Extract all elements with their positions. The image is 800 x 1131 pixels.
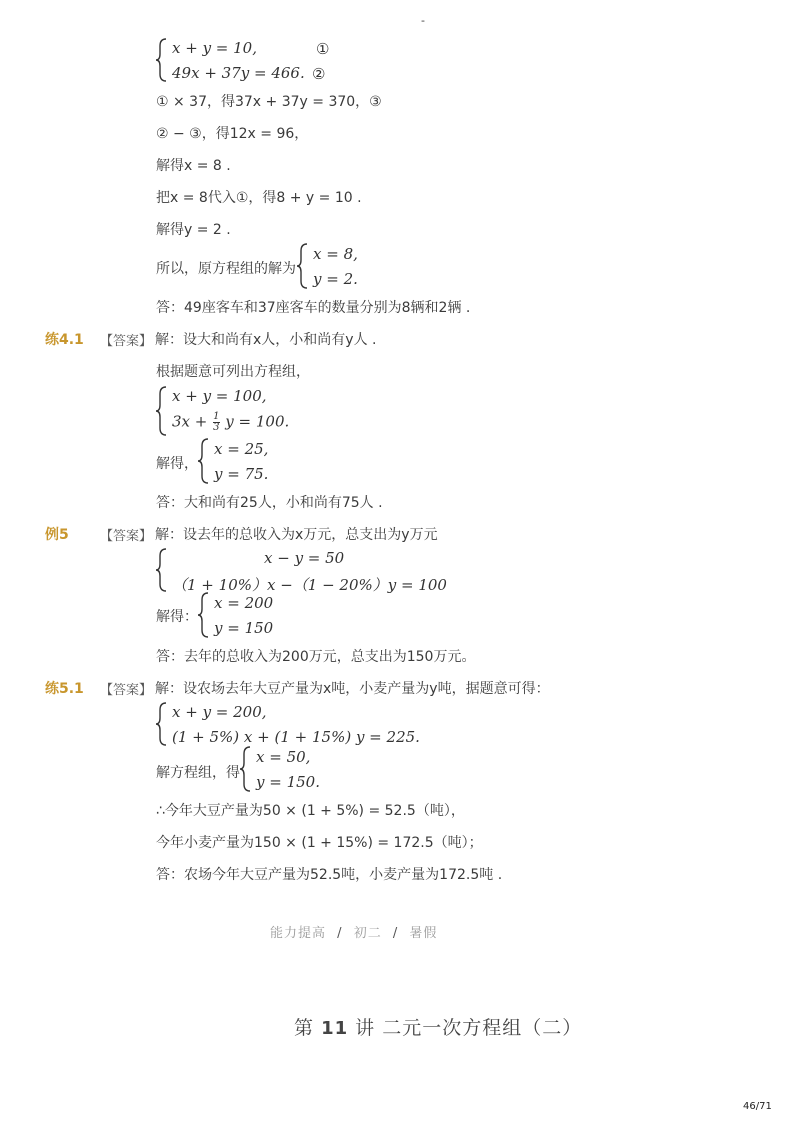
practice-intro: 解：设大和尚有x人，小和尚有y人 . — [155, 332, 377, 348]
answer-tag: 【答案】 — [100, 683, 153, 698]
system-line-2-left: 3x + — [172, 412, 208, 431]
step-multiply: ① × 37，得37x + 37y = 370，③ — [156, 94, 382, 110]
step-solve-x: 解得x = 8 . — [156, 158, 231, 174]
solution-y: y = 150. — [256, 773, 320, 791]
answer-tag: 【答案】 — [100, 334, 153, 349]
system-line-1: x + y = 100, — [172, 387, 267, 405]
answer-4: 答：农场今年大豆产量为52.5吨，小麦产量为172.5吨 . — [156, 867, 503, 883]
solution-y: y = 75. — [214, 465, 269, 483]
practice-setup: 根据题意可列出方程组， — [156, 364, 310, 380]
solution-y: y = 2. — [313, 270, 358, 288]
solution-brace — [297, 243, 307, 289]
solution-brace — [240, 746, 250, 792]
step-subtract: ② − ③，得12x = 96， — [156, 126, 309, 142]
system-brace — [156, 38, 166, 82]
answer-tag: 【答案】 — [100, 529, 153, 544]
answer-3: 答：去年的总收入为200万元，总支出为150万元。 — [156, 649, 476, 665]
equation-mark-2: ② — [312, 65, 326, 83]
solution-prefix: 解得： — [156, 609, 198, 625]
fraction-denominator: 3 — [213, 422, 220, 433]
chapter-suffix: 讲 二元一次方程组（二） — [355, 1017, 583, 1039]
solution-x: x = 25, — [214, 440, 269, 458]
breadcrumb-item: 初二 — [353, 926, 382, 941]
breadcrumb-item: 暑假 — [409, 926, 438, 941]
practice-label: 练5.1 — [45, 681, 84, 697]
system-line-1: x + y = 10, — [172, 39, 257, 57]
solution-brace — [198, 592, 208, 638]
system-brace — [156, 548, 166, 592]
practice-label: 练4.1 — [45, 332, 84, 348]
example-label: 例5 — [45, 527, 69, 543]
chapter-title — [294, 1013, 582, 1040]
example-intro: 解：设去年的总收入为x万元，总支出为y万元 — [155, 527, 438, 543]
equation-mark-1: ① — [316, 40, 330, 58]
system-line-2-right: y = 100. — [225, 412, 290, 431]
solution-x: x = 50, — [256, 748, 311, 766]
system-line-1: x − y = 50 — [264, 549, 345, 567]
solution-prefix: 解方程组，得 — [156, 765, 240, 781]
system-line-2: (1 + 5%) x + (1 + 15%) y = 225. — [172, 728, 420, 746]
fraction-one-third — [213, 412, 219, 433]
system-line-2 — [172, 412, 289, 433]
system-line-2: 49x + 37y = 466. — [172, 64, 305, 82]
solution-prefix: 解得， — [156, 456, 198, 472]
wheat-yield: 今年小麦产量为150 × (1 + 15%) = 172.5（吨）； — [156, 835, 483, 851]
chapter-number: 11 — [321, 1018, 349, 1039]
soy-yield: ∴今年大豆产量为50 × (1 + 5%) = 52.5（吨）， — [156, 803, 465, 819]
top-mark: - — [421, 14, 425, 27]
solution-prefix: 所以，原方程组的解为 — [156, 261, 296, 277]
system-line-1: x + y = 200, — [172, 703, 267, 721]
chapter-prefix: 第 — [294, 1017, 315, 1039]
page-number: 46/71 — [743, 1101, 772, 1112]
breadcrumb-separator: / — [392, 926, 399, 941]
system-brace — [156, 702, 166, 746]
step-substitute: 把x = 8代入①，得8 + y = 10 . — [156, 190, 362, 206]
solution-x: x = 8, — [313, 245, 358, 263]
breadcrumb — [270, 922, 437, 941]
step-solve-y: 解得y = 2 . — [156, 222, 231, 238]
breadcrumb-item: 能力提高 — [270, 926, 327, 941]
solution-brace — [198, 438, 208, 484]
practice-intro: 解：设农场去年大豆产量为x吨，小麦产量为y吨，据题意可得： — [155, 681, 550, 697]
answer-2: 答：大和尚有25人，小和尚有75人 . — [156, 495, 383, 511]
system-line-2: （1 + 10%）x −（1 − 20%）y = 100 — [172, 576, 447, 594]
solution-x: x = 200 — [214, 594, 274, 612]
answer-1: 答：49座客车和37座客车的数量分别为8辆和2辆 . — [156, 300, 471, 316]
solution-y: y = 150 — [214, 619, 274, 637]
fraction-numerator: 1 — [213, 411, 220, 422]
breadcrumb-separator: / — [337, 926, 343, 941]
system-brace — [156, 386, 166, 436]
